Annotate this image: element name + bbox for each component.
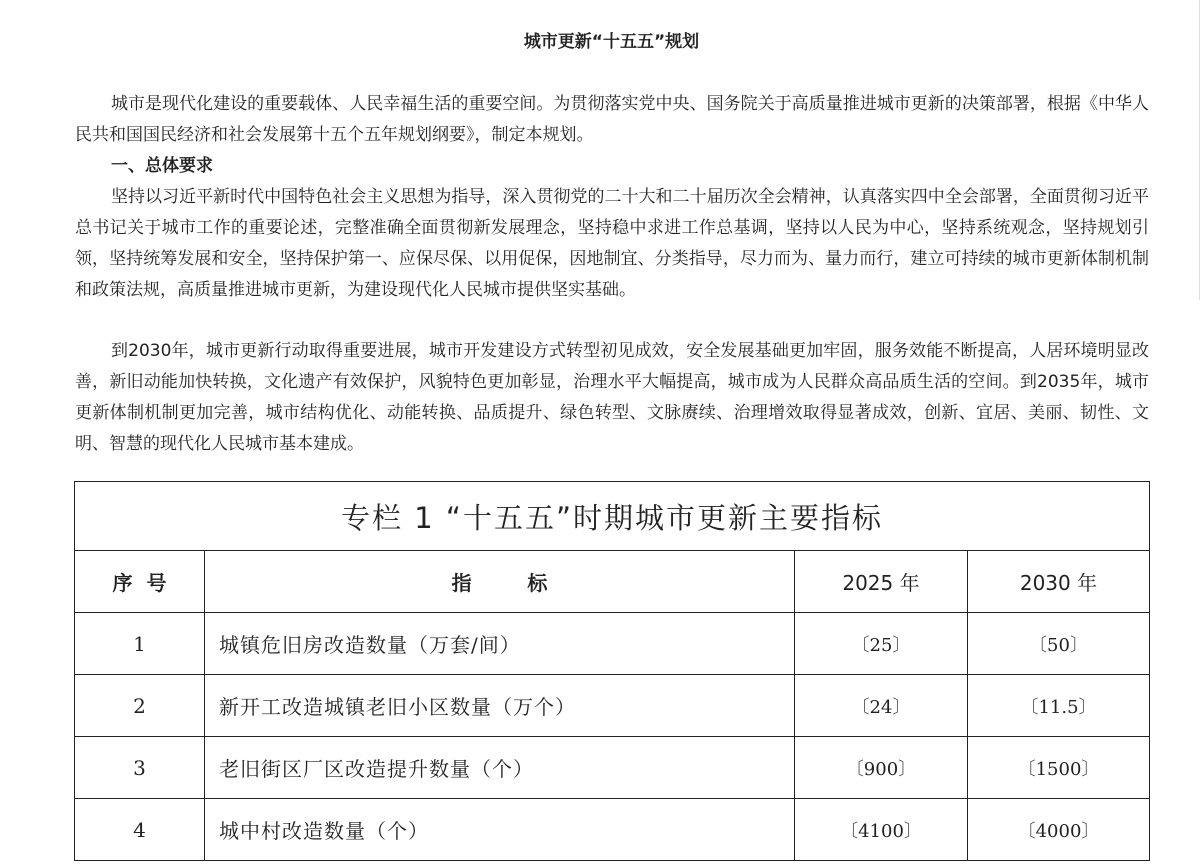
- table-caption: 专栏 1 “十五五”时期城市更新主要指标: [75, 482, 1150, 551]
- row-seq: 3: [75, 737, 205, 799]
- document-title: 城市更新“十五五”规划: [523, 32, 700, 52]
- general-requirements-paragraph-2: 到2030年，城市更新行动取得重要进展，城市开发建设方式转型初见成效，安全发展基础更加牢固，服务效能不断提高，人居环境明显改善，新旧动能加快转换，文化遗产有效保护，风貌特色更加彰显，治理水平大幅提高，城市成为人民群众高品质生活的空间。到2035年，城市更新体制机制更加完善，城市结构优化、动能转换、品质提升、绿色转型、文脉赓续、治理增效取得显著成效，创新、宜居、美丽、韧性、文明、智慧的现代化人民城市基本建成。: [75, 341, 1149, 454]
- intro-paragraph: 城市是现代化建设的重要载体、人民幸福生活的重要空间。为贯彻落实党中央、国务院关于高质量推进城市更新的决策部署，根据《中华人民共和国国民经济和社会发展第十五个五年规划纲要》，制定本规划。: [75, 94, 1149, 145]
- table-header-row: [75, 551, 1150, 613]
- row-indicator-name: 城镇危旧房改造数量（万套/间）: [205, 613, 795, 675]
- row-indicator-name: 新开工改造城镇老旧小区数量（万个）: [205, 675, 795, 737]
- table-row: [75, 737, 1150, 799]
- row-seq: 4: [75, 799, 205, 861]
- row-value-2025: 〔900〕: [795, 737, 968, 799]
- row-value-2030: 〔4000〕: [968, 799, 1150, 861]
- header-seq: 序 号: [75, 551, 205, 613]
- general-requirements-paragraph-1: 坚持以习近平新时代中国特色社会主义思想为指导，深入贯彻党的二十大和二十届历次全会精神，认真落实四中全会部署，全面贯彻习近平总书记关于城市工作的重要论述，完整准确全面贯彻新发展理念，坚持稳中求进工作总基调，坚持以人民为中心，坚持系统观念，坚持规划引领，坚持统筹发展和安全，坚持保护第一、应保尽保、以用促保，因地制宜、分类指导，尽力而为、量力而行，建立可持续的城市更新体制机制和政策法规，高质量推进城市更新，为建设现代化人民城市提供坚实基础。: [75, 187, 1149, 300]
- row-value-2030: 〔11.5〕: [968, 675, 1150, 737]
- row-value-2025: 〔24〕: [795, 675, 968, 737]
- table-row: [75, 613, 1150, 675]
- header-indicator: 指 标: [205, 551, 795, 613]
- table-row: [75, 675, 1150, 737]
- row-value-2025: 〔4100〕: [795, 799, 968, 861]
- section-heading-general-requirements: 一、总体要求: [111, 156, 213, 176]
- table-row: [75, 799, 1150, 861]
- row-value-2030: 〔50〕: [968, 613, 1150, 675]
- indicator-table: [74, 481, 1150, 861]
- row-value-2025: 〔25〕: [795, 613, 968, 675]
- row-indicator-name: 城中村改造数量（个）: [205, 799, 795, 861]
- row-indicator-name: 老旧街区厂区改造提升数量（个）: [205, 737, 795, 799]
- header-2030: 2030 年: [968, 551, 1150, 613]
- header-2025: 2025 年: [795, 551, 968, 613]
- row-value-2030: 〔1500〕: [968, 737, 1150, 799]
- row-seq: 1: [75, 613, 205, 675]
- row-seq: 2: [75, 675, 205, 737]
